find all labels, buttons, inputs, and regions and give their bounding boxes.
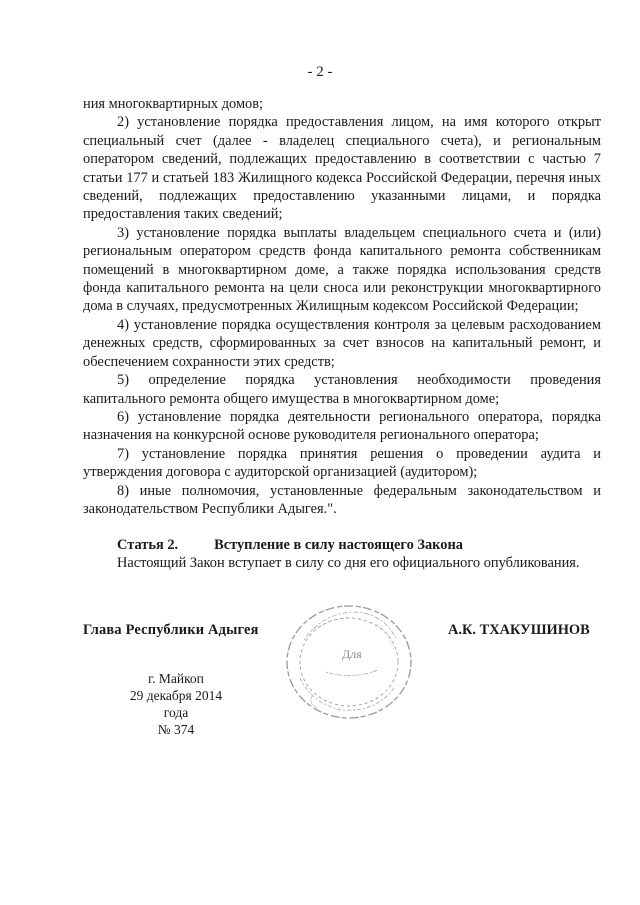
- signature-position: Глава Республики Адыгея: [83, 622, 259, 638]
- article-number: Статья 2.: [117, 537, 179, 553]
- date: 29 декабря 2014 года: [129, 688, 223, 720]
- paragraph-item-8: 8) иные полномочия, установленные федеральным законодательством и законодательством Республики Адыгея.".: [83, 482, 601, 517]
- paragraph-item-3: 3) установление порядка выплаты владельцем специального счета и (или) региональным оператором средств фонда капитального ремонта собственникам помещений в многоквартирном доме, а также порядка использования средств фонда капитального ремонта на цели сноса или реконструкции многоквартирного дома в случаях, предусмотренных Жилищным кодексом Российской Федерации;: [83, 224, 601, 315]
- place-date-block: [116, 670, 236, 738]
- place: г. Майкоп: [148, 671, 204, 686]
- law-body: [83, 95, 601, 518]
- official-stamp-seal: [282, 600, 416, 724]
- article-2: [83, 536, 601, 573]
- stamp-inner-text: Для: [342, 647, 362, 661]
- law-number: № 374: [157, 722, 195, 737]
- paragraph-continuation: ния многоквартирных домов;: [83, 96, 264, 112]
- paragraph-item-7: 7) установление порядка принятия решения о проведении аудита и утверждения договора с аудиторской организацией (аудитором);: [83, 445, 601, 481]
- article-title: Вступление в силу настоящего Закона: [214, 537, 463, 553]
- article-heading: [83, 536, 601, 554]
- signature-name: А.К. ТХАКУШИНОВ: [448, 622, 590, 638]
- paragraph-item-6: 6) установление порядка деятельности регионального оператора, порядка назначения на конкурсной основе руководителя регионального оператора;: [83, 408, 601, 444]
- paragraph-item-2: 2) установление порядка предоставления лицом, на имя которого открыт специальный счет (далее - владелец специального счета), и региональным оператором сведений, подлежащих предоставлению в соответствии с частью 7 статьи 177 и статьей 183 Жилищного кодекса Российской Федерации, перечня иных сведений, подлежащих предоставлению указанными лицами, и порядка предоставления таких сведений;: [83, 114, 601, 223]
- paragraph-item-5: 5) определение порядка установления необходимости проведения капитального ремонта общего имущества в многоквартирном доме;: [83, 372, 601, 407]
- article-text: Настоящий Закон вступает в силу со дня его официального опубликования.: [117, 555, 580, 572]
- page-number: - 2 -: [307, 64, 333, 80]
- paragraph-item-4: 4) установление порядка осуществления контроля за целевым расходованием денежных средств, сформированных за счет взносов на капитальный ремонт, и обеспечением сохранности этих средств;: [83, 316, 601, 370]
